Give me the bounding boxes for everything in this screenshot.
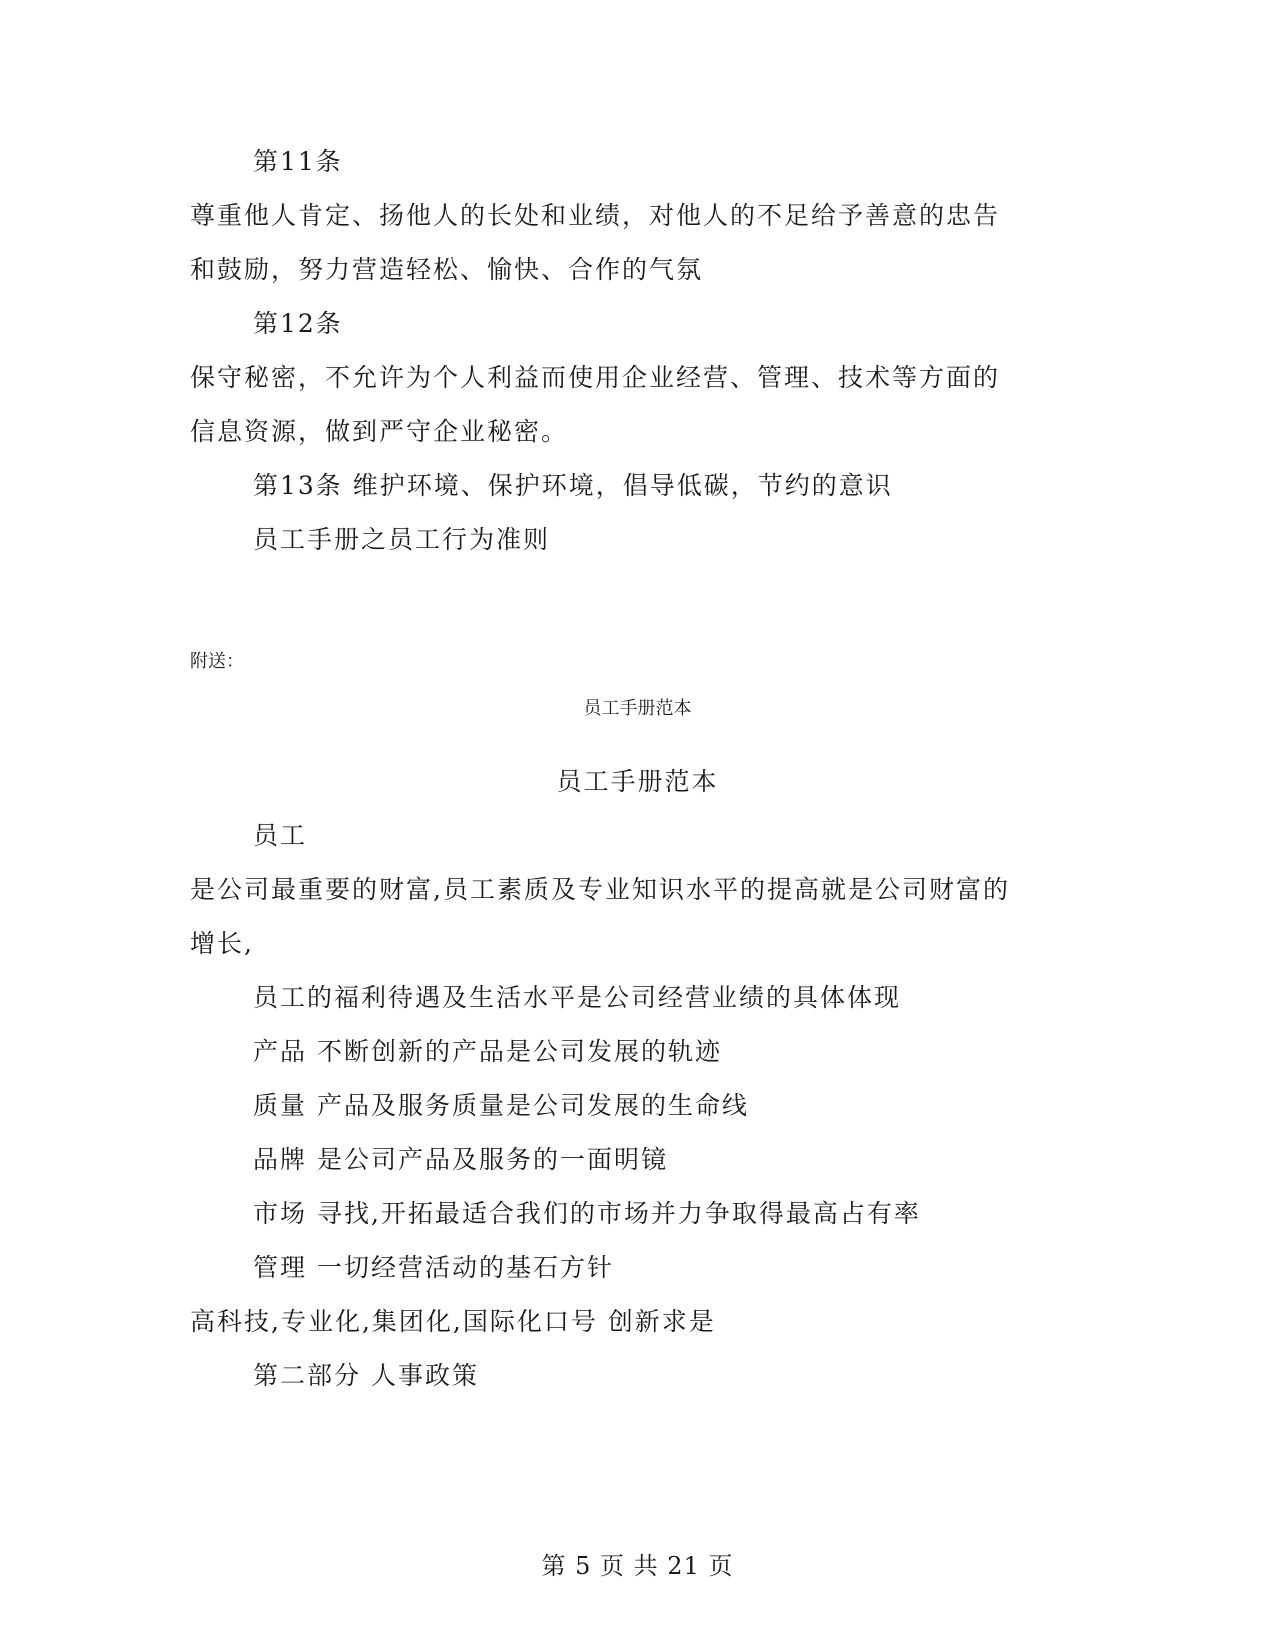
appendix-small-title: 员工手册范本	[583, 698, 692, 719]
quality-text: 质量 产品及服务质量是公司发展的生命线	[253, 1091, 749, 1120]
welfare-text: 员工的福利待遇及生活水平是公司经营业绩的具体体现	[253, 983, 902, 1012]
employee-text-line-1: 是公司最重要的财富,员工素质及专业知识水平的提高就是公司财富的	[190, 875, 1010, 904]
article-12-title: 第12条	[253, 309, 343, 338]
slogan-text: 高科技,专业化,集团化,国际化口号 创新求是	[190, 1307, 716, 1336]
article-11-title: 第11条	[253, 147, 343, 176]
employee-heading: 员工	[253, 821, 308, 850]
article-13: 第13条 维护环境、保护环境，倡导低碳，节约的意识	[253, 471, 893, 500]
page-number: 第 5 页 共 21 页	[541, 1552, 734, 1580]
appendix-title: 员工手册范本	[556, 767, 719, 796]
part-two-heading: 第二部分 人事政策	[253, 1361, 479, 1390]
article-11-text-line-2: 和鼓励，努力营造轻松、愉快、合作的气氛	[190, 255, 704, 284]
section-end-title: 员工手册之员工行为准则	[253, 525, 551, 554]
article-12-text-line-1: 保守秘密，不允许为个人利益而使用企业经营、管理、技术等方面的	[190, 363, 1001, 392]
management-text: 管理 一切经营活动的基石方针	[253, 1253, 614, 1282]
brand-text: 品牌 是公司产品及服务的一面明镜	[253, 1145, 668, 1174]
appendix-label: 附送：	[190, 651, 244, 672]
market-text: 市场 寻找,开拓最适合我们的市场并力争取得最高占有率	[253, 1199, 921, 1228]
article-12-text-line-2: 信息资源，做到严守企业秘密。	[190, 417, 569, 446]
article-11-text-line-1: 尊重他人肯定、扬他人的长处和业绩，对他人的不足给予善意的忠告	[190, 201, 1001, 230]
product-text: 产品 不断创新的产品是公司发展的轨迹	[253, 1037, 722, 1066]
employee-text-line-2: 增长,	[190, 929, 254, 958]
